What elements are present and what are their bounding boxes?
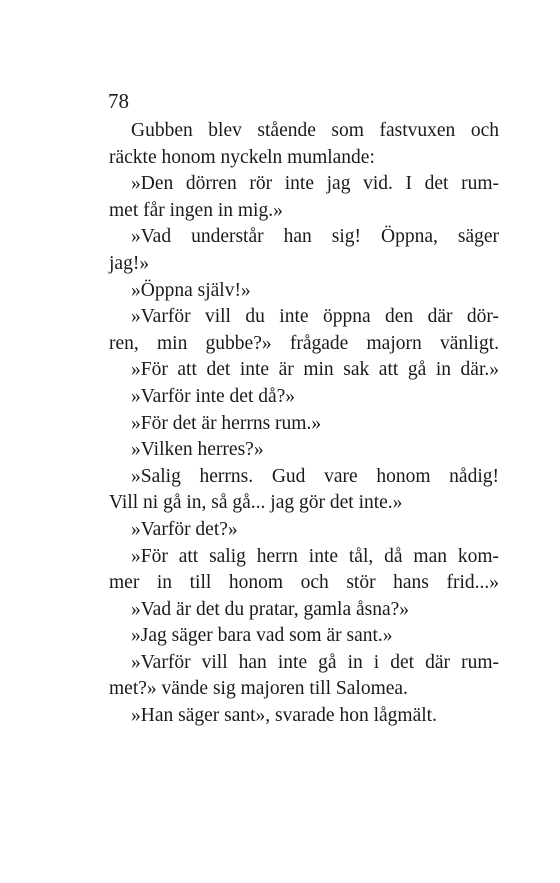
text-line: Vill ni gå in, så gå... jag gör det inte.»	[109, 492, 403, 514]
text-line: »Den dörren rör inte jag vid. I det rum-	[131, 173, 499, 195]
text-line: »Han säger sant», svarade hon lågmält.	[131, 705, 437, 727]
text-line: »Öppna själv!»	[131, 279, 251, 301]
text-line: jag!»	[109, 252, 150, 274]
text-line: »Varför inte det då?»	[131, 385, 296, 407]
body-text	[109, 118, 499, 730]
text-line: mer in till honom och stör hans frid...»	[109, 572, 499, 594]
text-line: »Vad understår han sig! Öppna, säger	[131, 226, 499, 248]
text-line: »För att salig herrn inte tål, då man kom-	[131, 545, 499, 567]
text-line: »För det är herrns rum.»	[131, 412, 322, 434]
text-line: »För att det inte är min sak att gå in där.»	[131, 359, 499, 381]
text-line: »Varför vill han inte gå in i det där rum-	[131, 651, 499, 673]
text-line: »Varför vill du inte öppna den där dör-	[131, 306, 499, 328]
text-line: »Vilken herres?»	[131, 439, 264, 461]
text-line: »Salig herrns. Gud vare honom nådig!	[131, 465, 499, 487]
text-line: ren, min gubbe?» frågade majorn vänligt.	[109, 332, 499, 354]
text-line: met får ingen in mig.»	[109, 199, 283, 221]
text-line: »Jag säger bara vad som är sant.»	[131, 625, 393, 647]
text-line: Gubben blev stående som fastvuxen och	[131, 120, 499, 141]
text-line: räckte honom nyckeln mumlande:	[109, 146, 375, 168]
text-line: met?» vände sig majoren till Salomea.	[109, 678, 408, 700]
text-line: »Vad är det du pratar, gamla åsna?»	[131, 598, 410, 620]
page-number: 78	[108, 89, 129, 113]
text-line: »Varför det?»	[131, 518, 238, 540]
